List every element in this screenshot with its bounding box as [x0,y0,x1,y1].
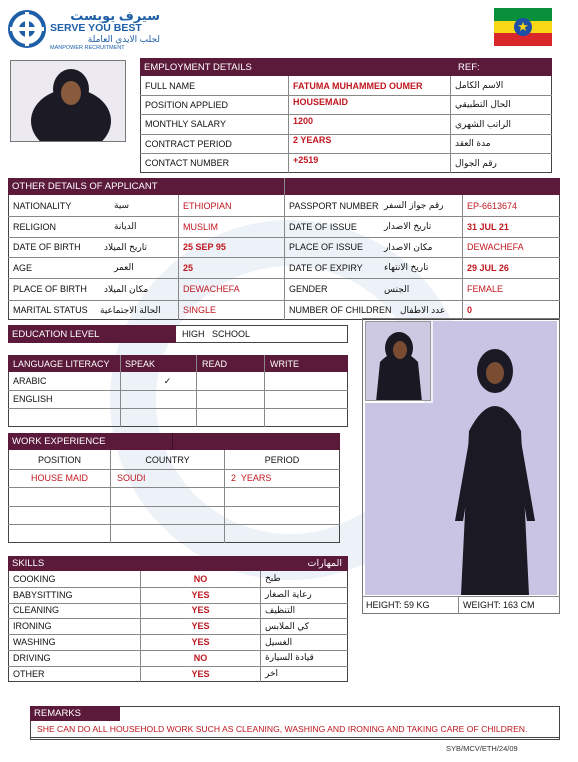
age-label-ar: العمر [114,262,134,272]
date-of-expiry-label-ar: تاريخ الانتهاء [384,262,429,272]
education-value: HIGH SCHOOL [182,329,251,339]
contact-number-label-ar: رقم الجوال [455,157,497,168]
skill-name: OTHER [13,668,45,679]
skill-name-ar: الغسيل [265,636,293,647]
monthly-salary-label: MONTHLY SALARY [145,119,227,129]
place-of-issue-value: DEWACHEFA [467,242,524,252]
applicant-side-photo [365,321,431,401]
position-applied-value: HOUSEMAID [293,97,349,107]
skill-value: NO [193,652,208,663]
skill-name: IRONING [13,621,52,632]
skill-name-ar: رعاية الصغار [265,589,312,600]
date-of-issue-value: 31 JUL 21 [467,221,509,232]
passport-number-label-ar: رقم جواز السفر [384,200,444,210]
language-english: ENGLISH [13,394,53,404]
date-of-issue-label-ar: تاريخ الاصدار [384,221,432,231]
monthly-salary-value: 1200 [293,116,314,126]
skill-name: BABYSITTING [13,589,73,600]
star-icon: ★ [517,19,529,34]
contract-period-label-ar: مدة العقد [455,138,491,148]
remarks-text: SHE CAN DO ALL HOUSEHOLD WORK SUCH AS CLEANING, WASHING AND IRONING AND TAKING CARE OF CHILDREN. [37,724,528,734]
nationality-value: ETHIOPIAN [183,200,232,211]
dob-label: DATE OF BIRTH [13,242,81,252]
skill-name-ar: اخر [265,668,279,679]
skill-name: DRIVING [13,652,51,663]
place-of-birth-label-ar: مكان الميلاد [104,283,149,294]
marital-status-value: SINGLE [183,305,217,315]
place-of-issue-label: PLACE OF ISSUE [289,242,364,252]
work-period-col-header: PERIOD [264,454,300,465]
monthly-salary-label-ar: الراتب الشهري [455,118,511,129]
ref-label: REF: [458,61,480,73]
remarks-header: REMARKS [30,706,120,721]
agency-logo [8,8,168,52]
passport-number-value: EP-6613674 [467,200,518,211]
position-applied-label: POSITION APPLIED [145,99,229,110]
write-col-header: WRITE [270,358,299,369]
place-of-issue-label-ar: مكان الاصدار [384,241,433,252]
work-position-col-header: POSITION [37,454,81,465]
date-of-expiry-label: DATE OF EXPIRY [289,262,363,273]
language-arabic: ARABIC [13,376,47,386]
gender-label: GENDER [289,284,328,294]
education-label: EDUCATION LEVEL [8,325,176,343]
skill-value: YES [191,668,210,679]
religion-value: MUSLIM [183,221,219,232]
other-details-header-label: OTHER DETAILS OF APPLICANT [12,181,158,192]
agency-name-en: SERVE YOU BEST [50,22,142,34]
skills-header-label-ar: المهارات [307,558,342,569]
nationality-label-ar: سية [114,200,130,210]
work-row-position: HOUSE MAID [30,473,88,483]
full-name-value: FATUMA MUHAMMED OUMER [293,80,423,91]
work-country-col-header: COUNTRY [145,454,190,465]
children-label: NUMBER OF CHILDREN [289,305,392,315]
skill-value: YES [191,589,210,600]
full-name-label: FULL NAME [145,80,196,91]
marital-status-label: MARITAL STATUS [13,305,88,315]
agency-name-ar: سيرف يوبست [70,8,160,23]
skill-name-ar: طبخ [265,573,281,584]
work-row-period: 2 YEARS [231,473,272,483]
arabic-speak-check-icon: ✓ [163,375,172,386]
skill-value: NO [193,573,208,584]
footer-code: SYB/MCV/ETH/24/09 [446,744,518,753]
gender-label-ar: الجنس [384,283,410,294]
religion-label-ar: الديانة [114,221,137,231]
agency-tagline-en: MANPOWER RECRUITMENT [50,45,125,51]
children-value: 0 [467,305,473,315]
skill-name: COOKING [13,573,56,584]
religion-label: RELIGION [13,221,57,232]
skill-name-ar: كي الملابس [265,620,310,631]
height-value: HEIGHT: 59 KG [366,600,430,610]
place-of-birth-label: PLACE OF BIRTH [13,284,87,294]
marital-status-label-ar: الحالة الاجتماعية [100,304,161,315]
skills-header [8,556,348,571]
applicant-portrait [10,60,126,142]
skill-name: WASHING [13,637,56,648]
work-row-country: SOUDI [117,473,146,483]
full-name-label-ar: الاسم الكامل [455,80,504,90]
contact-number-value: +2519 [293,155,319,165]
employment-header-label: EMPLOYMENT DETAILS [144,61,252,73]
speak-col-header: SPEAK [125,358,156,369]
skill-name-ar: قيادة السيارة [265,652,314,663]
logo-emblem-icon [8,10,46,48]
nationality-label: NATIONALITY [13,200,72,211]
date-of-expiry-value: 29 JUL 26 [467,262,509,273]
ethiopia-flag [494,8,552,46]
position-applied-label-ar: الحال التطبيقي [455,99,511,109]
place-of-birth-value: DEWACHEFA [183,284,240,294]
dob-label-ar: تاريخ الميلاد [104,241,147,252]
agency-tagline-ar: لجلب الايدي العاملة [87,34,160,44]
skills-header-label: SKILLS [12,558,45,569]
weight-value: WEIGHT: 163 CM [463,600,535,610]
age-label: AGE [13,262,33,273]
contact-number-label: CONTACT NUMBER [145,158,230,168]
age-value: 25 [183,262,194,273]
date-of-issue-label: DATE OF ISSUE [289,221,357,232]
contract-period-label: CONTRACT PERIOD [145,138,232,149]
contract-period-value: 2 YEARS [293,135,332,145]
language-col-header: LANGUAGE LITERACY [13,358,110,369]
work-experience-header [8,433,340,450]
skill-value: YES [191,605,210,616]
dob-value: 25 SEP 95 [183,242,226,252]
skill-name-ar: التنظيف [265,604,296,615]
read-col-header: READ [202,358,228,369]
skill-value: YES [191,621,210,632]
skill-value: YES [191,637,210,648]
passport-number-label: PASSPORT NUMBER [289,200,379,211]
gender-value: FEMALE [467,284,504,294]
skill-name: CLEANING [13,605,60,616]
children-label-ar: عدد الاطفال [400,304,446,315]
work-experience-header-label: WORK EXPERIENCE [12,436,106,447]
employment-header [140,58,552,76]
